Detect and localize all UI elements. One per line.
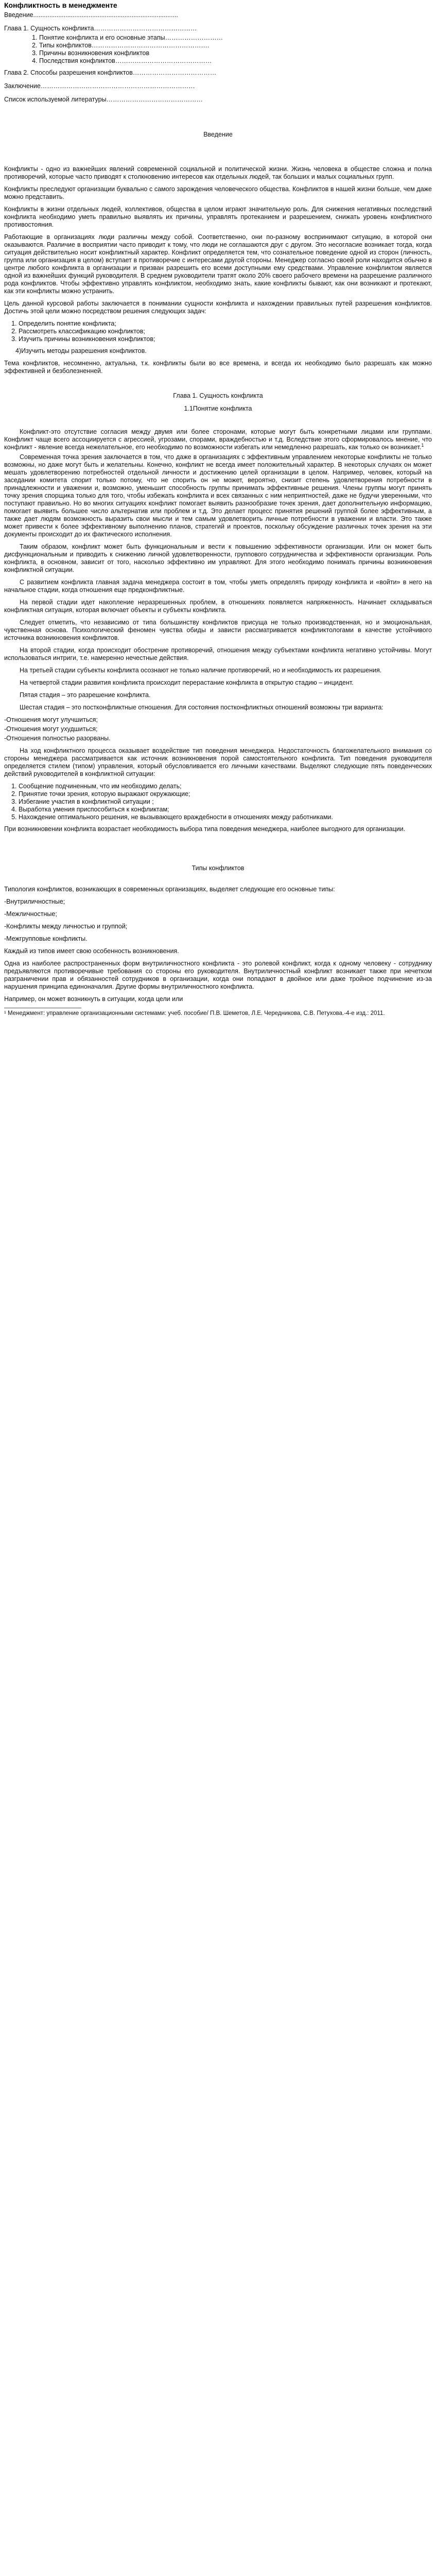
chapter-paragraph: Пятая стадия – это разрешение конфликта. [20, 691, 151, 699]
toc-chapter-1: Глава 1. Сущность конфликта………………………………………… [4, 25, 197, 32]
chapter-paragraph: Типология конфликтов, возникающих в современных организациях, выделяет следующие его основные типы: [4, 886, 335, 893]
chapter-paragraph: Одна из наиболее распространенных форм внутриличностного конфликта - это ролевой конфликт, когда к одному человеку - сотруднику предъявляются противоречивые требования со стороны его руководителя. Внутриличностный конфликт возникает также при нечетком разграничении прав и обязанностей сотрудников в организации, когда они попадают в двойное или даже тройное подчинение из-за нарушения принципа единоначалия. Другие формы внутриличностного конфликта. [4, 960, 432, 990]
document-title: Конфликтность в менеджменте [4, 1, 117, 9]
task-item: 3. Изучить причины возникновения конфликтов; [19, 335, 432, 343]
conflict-types-list [4, 898, 432, 943]
chapter-paragraph: На третьей стадии субъекты конфликта осознают не только наличие противоречий, но и необходимость их разрешения. [20, 667, 382, 674]
intro-paragraph: Конфликты преследуют организации буквально с самого зарождения человеческого общества. Конфликтов в нашей жизни больше, чем даже можно представить. [4, 185, 432, 200]
chapter-paragraph: На ход конфликтного процесса оказывает воздействие тип поведения менеджера. Недостаточность благожелательного внимания со стороны менеджера рассматривается как источник возникновения порой самостоятельного конфликта. Тип поведения руководителя определяется стилем (типом) управления, который обусловливается его личными качествами. Выделяют следующие пять поведенческих действий руководителей в конфликтной ситуации: [4, 747, 432, 777]
intro-section [4, 165, 432, 375]
list-item: -Отношения могут улучшиться; [4, 716, 98, 723]
chapter-paragraph: При возникновении конфликта возрастает необходимость выбора типа поведения менеджера, наиболее выгодного для организации. [4, 825, 406, 833]
list-item: 5. Нахождение оптимального решения, не вызывающего враждебности в отношениях между работниками. [19, 814, 432, 821]
chapter-paragraph [4, 428, 432, 451]
chapter-paragraph: Таким образом, конфликт может быть функциональным и вести к повышению эффективности организации. Или он может быть дисфункциональным и приводить к снижению личной удовлетворенности, группового сотрудничества и эффективности организации. Роль конфликта, в основном, зависит от того, насколько эффективно им управляют. Для этого необходимо понимать причины возникновения конфликтной ситуации. [4, 543, 432, 573]
list-item: 1. Сообщение подчиненным, что им необходимо делать; [19, 783, 432, 790]
chapter-paragraph: На первой стадии идет накопление неразрешенных проблем, в отношениях появляется напряженность. Начинает складываться конфликтная ситуация, которая включает объекты и субъекты конфликта. [4, 599, 432, 614]
toc-references: Список используемой литературы……………………………………… [4, 96, 203, 103]
list-item: -Отношения полностью разорваны. [4, 735, 111, 742]
types-heading: Типы конфликтов [191, 865, 245, 872]
post-conflict-variants [4, 716, 432, 742]
intro-task-list [4, 320, 432, 343]
toc-item: 1. Понятие конфликта и его основные этапы……………………… [39, 34, 432, 42]
list-item: 2. Принятие точки зрения, которую выражают окружающие; [19, 790, 432, 798]
toc-chapter-1-items [25, 34, 432, 65]
chapter-paragraph: Каждый из типов имеет свою особенность возникновения. [4, 947, 179, 955]
task-item: 1. Определить понятие конфликта; [19, 320, 432, 328]
footnote-marker: 1 [421, 442, 424, 448]
toc-item: 2. Типы конфликтов………………………………………………. [39, 42, 432, 49]
chapter-1-section [4, 428, 432, 833]
chapter-paragraph: На второй стадии, когда происходит обострение противоречий, отношения между субъектами конфликта негативно устойчивы. Могут использоваться интриги, т.е. намеренно нечестные действия. [4, 647, 432, 662]
chapter-1-heading: Глава 1. Сущность конфликта [173, 392, 263, 399]
list-item: 4. Выработка умения приспособиться к конфликтам; [19, 806, 432, 814]
chapter-paragraph: Современная точка зрения заключается в том, что даже в организациях с эффективным управлением некоторые конфликты не только возможны, но даже могут быть и желательны. Конечно, конфликт не всегда имеет положительный характер. В некоторых случаях он может мешать удовлетворению потребностей отдельной личности и достижению целей организации в целом. Например, человек, который на заседании комитета спорит только потому, что не спорить он не может, вероятно, снизит степень удовлетворения потребности в принадлежности и уважении и, возможно, уменьшит способность группы принимать эффективные решения. Члены группы могут принять точку зрения спорщика только для того, чтобы избежать конфликта и всех связанных с ним неприятностей, даже не будучи уверенными, что поступают правильно. Но во многих ситуациях конфликт помогает выявить разнообразие точек зрения, дает дополнительную информацию, помогает выявить большее число альтернатив или проблем и т.д. Это делает процесс принятия решений группой более эффективным, а также дает людям возможность выразить свои мысли и тем самым удовлетворить личные потребности в уважении и власти. Это также может привести к более эффективному выполнению планов, стратегий и проектов, поскольку обсуждение различных точек зрения на эти документы происходит до их фактического исполнения. [4, 453, 432, 538]
types-section [4, 886, 432, 1003]
intro-paragraph: Конфликты в жизни отдельных людей, коллективов, общества в целом играют значительную роль. Для снижения негативных последствий конфликта необходимо уметь правильно выявлять их причины, управлять протеканием и разрешением, снижать уровень конфликтного противостояния. [4, 206, 432, 228]
manager-actions-list [4, 783, 432, 821]
intro-heading: Введение [203, 131, 233, 138]
toc-chapter-2: Глава 2. Способы разрешения конфликтов………………………………… [4, 69, 217, 76]
document-page [0, 2, 436, 1019]
chapter-paragraph: На четвертой стадии развития конфликта происходит перерастание конфликта в открытую стадию – инцидент. [20, 679, 354, 686]
chapter-paragraph: С развитием конфликта главная задача менеджера состоит в том, чтобы уметь определять природу конфликта и «войти» в него на начальное стадии, когда отношения еще предконфликтные. [4, 579, 432, 594]
footnote: ¹ Менеджмент: управление организационными системами: учеб. пособие/ П.В. Шеметов, Л.Е. Чередникова, С.В. Петухова.-4-е изд.: 2011. [4, 1010, 385, 1016]
list-item: -Отношения могут ухудшиться; [4, 725, 98, 733]
toc-item: 4. Последствия конфликтов……………………………………… [39, 57, 432, 65]
intro-paragraph: Тема конфликтов, несомненно, актуальна, т.к. конфликты были во все времена, и всегда их необходимо было разрешать как можно эффективней и безболезненней. [4, 360, 432, 375]
table-of-contents [4, 11, 432, 104]
toc-intro: Введение................................................................................. [4, 11, 178, 19]
chapter-paragraph: Шестая стадия – это постконфликтные отношения. Для состояния постконфликтных отношений возможны три варианта: [20, 704, 383, 711]
intro-paragraph: Цель данной курсовой работы заключается в понимании сущности конфликта и нахождении правильных путей разрешения конфликтов. Достичь этой цели можно посредством решения следующих задач: [4, 300, 432, 315]
chapter-paragraph: Например, он может возникнуть в ситуации, когда цели или [4, 995, 183, 1003]
task-item: 4)Изучить методы разрешения конфликтов. [15, 347, 147, 354]
list-item: -Межгрупповые конфликты. [4, 935, 88, 942]
list-item: -Конфликты между личностью и группой; [4, 923, 128, 930]
list-item: -Межличностные; [4, 910, 57, 918]
chapter-paragraph: Следует отметить, что независимо от типа большинству конфликтов присуща не только производственная, но и эмоциональная, чувственная основа. Психологический феномен чувства обиды и зависти рассматривается конфликтологами в качестве устойчивого источника возникновения конфликтов. [4, 619, 432, 641]
task-item: 2. Рассмотреть классификацию конфликтов; [19, 328, 432, 335]
list-item: -Внутриличностные; [4, 898, 65, 905]
chapter-1-subheading: 1.1Понятие конфликта [184, 405, 252, 412]
toc-conclusion: Заключение……………………………………………………………… [4, 82, 195, 90]
intro-paragraph: Конфликты - одно из важнейших явлений современной социальной и политической жизни. Жизнь человека в обществе сложна и полна противоречий, которые часто приводят к столкновению интересов как отдельных людей, так больших и малых социальных групп. [4, 165, 432, 180]
toc-item: 3. Причины возникновения конфликтов [39, 49, 432, 57]
intro-paragraph: Работающие в организациях люди различны между собой. Соответственно, они по-разному воспринимают ситуацию, в которой они оказываются. Различие в восприятии часто приводит к тому, что люди не соглашаются друг с другом. Это несогласие возникает тогда, когда ситуация действительно носит конфликтный характер. Конфликт определяется тем, что сознательное поведение одной из сторон (личность, группа или организация в целом) вступает в противоречие с интересами другой стороны. Менеджер согласно своей роли находится обычно в центре любого конфликта в организации и призван разрешить его всеми доступными ему средствами. Управление конфликтом является одной из важнейших функций руководителя. В среднем руководители тратят около 20% своего рабочего времени на разрешение различного рода конфликтов. Чтобы эффективно управлять конфликтом, необходимо знать, какие конфликты бывают, как они возникают и протекают, как эти конфликты можно устранить. [4, 233, 432, 295]
paragraph-text: Конфликт-это отсутствие согласия между двумя или более сторонами, которые могут быть конкретными лицами или группами. Конфликт чаще всего ассоциируется с агрессией, угрозами, спорами, враждебностью и т.д. Вследствие этого сформировалось мнение, что конфликт - явление всегда нежелательное, его необходимо по возможности избегать или немедленно разрешать, как только он возникает. [4, 428, 432, 451]
list-item: 3. Избегание участия в конфликтной ситуации ; [19, 798, 432, 806]
